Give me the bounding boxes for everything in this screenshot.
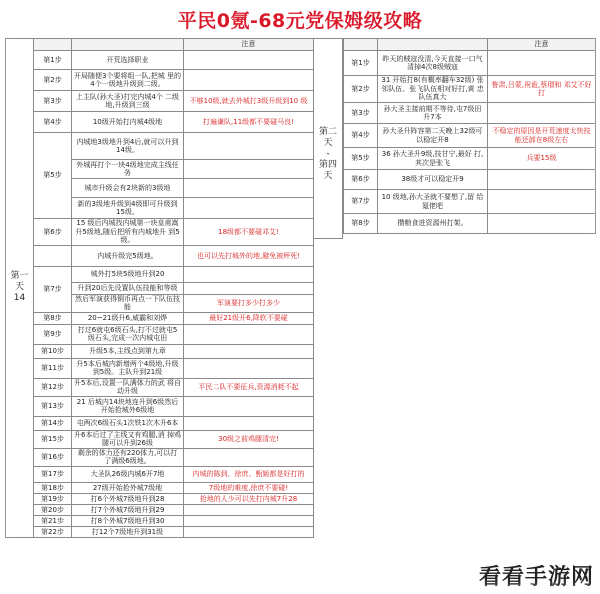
step-note: 7级地的难度,徐庶不要碰! [184,482,314,493]
step-content: 打7个外城7级地升到29 [72,504,184,515]
step-note [184,448,314,466]
step-label: 第22步 [34,526,72,537]
step-step: 第5步 [344,148,378,170]
day2-text-c: - [326,149,330,159]
step-content: 城市升级会有2块新的3级地 [72,179,184,198]
step-note: 不够10级,就去外城打3级升级到10 级 [184,91,314,112]
step-note [184,160,314,179]
table-row [344,190,596,214]
step-note [184,179,314,198]
step-note [488,51,596,76]
table-row [6,430,314,448]
step-content: 孙大圣主接前期不等待,屯7级田 升7本 [378,103,488,124]
left-header-note: 注意 [184,39,314,51]
table-row [6,112,314,133]
step-step: 第4步 [344,124,378,148]
table-row [6,91,314,112]
step-note: 最好21级开6,降软不要碰 [184,312,314,324]
step-label: 第2步 [34,70,72,91]
table-row [6,378,314,396]
table-row [6,504,314,515]
table-row [6,515,314,526]
watermark-logo: 看看手游网 [478,565,594,590]
step-label: 第11步 [34,358,72,378]
step-content: 38级才可以稳定开9 [378,170,488,190]
table-row [6,219,314,246]
step-note: 内城的陈到、徐庶、甄姬都是好打的 [184,466,314,482]
day-two-four-cell [314,39,343,239]
day-one-label: 第一天 [10,271,29,293]
day2-text-e: 天 [323,171,333,181]
step-note [184,51,314,70]
step-label: 第3步 [34,91,72,112]
step-content: 外城再打个一块4级地完成主线任务 [72,160,184,179]
table-row [344,103,596,124]
step-note [184,358,314,378]
step-label: 第16步 [34,448,72,466]
table-row [6,396,314,416]
table-row [6,448,314,466]
step-content: 屯两次6级石头1次铁1次木升6本 [72,416,184,430]
step-content: 开局随便3个要将组一队,把城 里的4个一级地升级到二级。 [72,70,184,91]
step-content: 昨天的贼寇没清,今天直接一口气清掉4次8级贼寇 [378,51,488,76]
left-header-step [34,39,72,51]
step-content: 27级开始抢外城7级地 [72,482,184,493]
left-header-content [72,39,184,51]
step-content: 城外打5块5级地升到20 [72,267,184,283]
table-row [6,246,314,267]
step-label: 第4步 [34,112,72,133]
table-row [6,324,314,344]
step-label: 第12步 [34,378,72,396]
step-note [184,133,314,160]
step-note [488,190,596,214]
right-header-note: 注意 [488,39,596,51]
step-content: 升5本后,设置一队满体力的武 将自动升级 [72,378,184,396]
step-step: 第7步 [344,190,378,214]
step-content: 上主队(孙大圣)打完内城4个 二级地,升级到三级 [72,91,184,112]
step-note [184,515,314,526]
right-guide-table [343,38,596,234]
step-label: 第6步 [34,219,72,246]
step-note [184,70,314,91]
step-content: 21 后城内14块地连升到6级然后开始抢城外6级地 [72,396,184,416]
day2-text-d: 第四 [318,160,337,170]
step-note [184,396,314,416]
step-label: 第21步 [34,515,72,526]
day-one-cell [6,39,34,538]
step-content: 20~21级升6,威霸和刘烨 [72,312,184,324]
day2-text-a: 第二 [318,127,337,137]
step-label: 第20步 [34,504,72,515]
step-note: 平民二队不要征兵,资源消耗不起 [184,378,314,396]
step-note [184,283,314,295]
step-note: 兵要15级 [488,148,596,170]
table-row [6,482,314,493]
table-row [6,493,314,504]
step-content: 31 开始打8(有概率翻车32级) 张邻队伍、张飞队伍相对好打,黄 忠队伍真大 [378,76,488,103]
day2-text-b: 天 [323,138,333,148]
step-label: 第18步 [34,482,72,493]
step-content: 10级开始打内城4级地 [72,112,184,133]
step-note [184,267,314,283]
step-note [184,526,314,537]
step-step: 第1步 [344,51,378,76]
table-row [344,76,596,103]
step-content: 大圣队26级内城6开7地 [72,466,184,482]
step-label: 第10步 [34,344,72,358]
step-note: 军演要打多少打多少 [184,295,314,313]
step-label: 第9步 [34,324,72,344]
left-guide-table [5,38,314,538]
table-row [344,214,596,234]
table-row [344,124,596,148]
step-note [184,416,314,430]
step-content: 升级5本,主线点到第九章 [72,344,184,358]
step-content: 升到20后先设置队伍技能和等级 [72,283,184,295]
right-header-step [344,39,378,51]
table-row [6,51,314,70]
step-content: 升6本后过了主线又有鸡腿,消 掉鸡腿可以升到26级 [72,430,184,448]
step-note [488,214,596,234]
step-content: 新的3级地升级到4级即可升级到15级。 [72,198,184,219]
table-row [6,70,314,91]
step-label: 第17步 [34,466,72,482]
step-content: 打8个外城7级地升到30 [72,515,184,526]
step-content: 内城地3级地升到4后,就可以升到14级。 [72,133,184,160]
day-one-number: 14 [13,293,26,304]
step-content: 孙大圣升阵容第二天晚上32级可以稳定开8 [378,124,488,148]
step-step: 第2步 [344,76,378,103]
table-row [344,51,596,76]
step-note [488,103,596,124]
step-step: 第8步 [344,214,378,234]
step-note [184,504,314,515]
step-content: 内城升级完5级地。 [72,246,184,267]
step-note: 也可以先打城外的地,避免被秤死! [184,246,314,267]
table-row [6,526,314,537]
step-note: 鲁肃,吕蒙,祝诡,蔡瑁和 邓艾不好打 [488,76,596,103]
step-content: 攒粮食进资源州打架。 [378,214,488,234]
step-label: 第8步 [34,312,72,324]
step-content: 15 级后内城找内城第一块皇甫嵩升5级地,随后把所有内城地升 到5级。 [72,219,184,246]
right-header-content [378,39,488,51]
step-label [34,246,72,267]
step-note: 不稳定的原因是开荒速度太快技能还卸在8级左右 [488,124,596,148]
step-label: 第7步 [34,267,72,313]
step-content: 打过6就屯6级石头,打不过就屯5 级石头,完成一次内城屯田 [72,324,184,344]
step-content: 打6个外城7级地升到28 [72,493,184,504]
step-content: 36 孙大圣升9级,技甘宁,最好 打,其次是张飞 [378,148,488,170]
step-content: 打12个7级地升到31级 [72,526,184,537]
step-note: 30级之前鸡腿清完! [184,430,314,448]
table-row [6,466,314,482]
step-content: 然后军演获得铜币再点一下队伍技能 [72,295,184,313]
step-note: 抢地的人少可以先打内城7升28 [184,493,314,504]
page-title: 平民0氪-68元党保姆级攻略 [177,10,423,32]
step-label: 第13步 [34,396,72,416]
step-content: 10 级地,孙大圣就不要想了,留 给氪佬吧 [378,190,488,214]
day-range-table [313,38,343,239]
table-row [6,312,314,324]
step-label: 第15步 [34,430,72,448]
step-note: 打遍谦队,11级都不要碰马良! [184,112,314,133]
step-content: 开荒选择职业 [72,51,184,70]
step-label: 第5步 [34,133,72,219]
table-row [6,133,314,160]
table-row [344,170,596,190]
table-row [6,416,314,430]
step-note [184,324,314,344]
step-note: 18级都不要碰邓艾! [184,219,314,246]
step-label: 第1步 [34,51,72,70]
step-label: 第19步 [34,493,72,504]
table-row [6,267,314,283]
table-row [6,358,314,378]
step-step: 第6步 [344,170,378,190]
step-content: 升5本后城内新增两个4级地,升级到5级。主队升到21级 [72,358,184,378]
step-step: 第3步 [344,103,378,124]
step-note [184,198,314,219]
step-note [184,344,314,358]
table-row [344,148,596,170]
step-note [488,170,596,190]
step-content: 剩余的体力还有220体力,可以打 了满级6级地。 [72,448,184,466]
table-row [6,344,314,358]
step-label: 第14步 [34,416,72,430]
